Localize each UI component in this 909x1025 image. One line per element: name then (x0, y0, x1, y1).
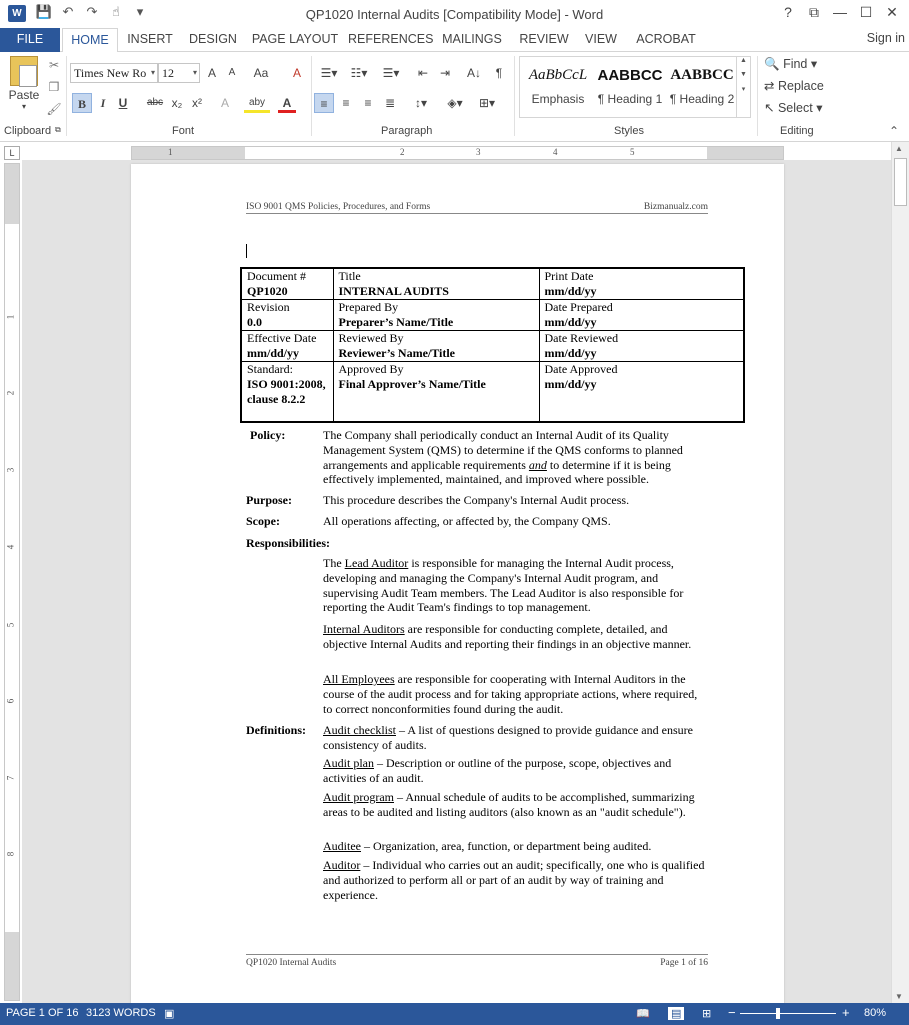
paragraph-group-label: Paragraph (381, 125, 433, 137)
borders-icon[interactable]: ⊞▾ (478, 96, 496, 110)
table-row (241, 268, 744, 300)
def-text: – Organization, area, function, or department being audited. (361, 839, 652, 853)
cell-value: mm/dd/yy (544, 315, 597, 329)
cell-value: mm/dd/yy (544, 377, 597, 391)
group-separator (514, 56, 515, 136)
def-term: Auditee (323, 839, 361, 853)
font-color-button[interactable]: A (278, 93, 296, 113)
page-count-status[interactable]: PAGE 1 OF 16 (6, 1007, 79, 1019)
tab-references[interactable]: REFERENCES (348, 32, 434, 46)
policy-text-b: to determine if it is being effectively implemented, maintained, and improved where possible. (323, 457, 671, 487)
document-workspace[interactable] (22, 160, 891, 1003)
ruler-number: 1 (5, 314, 16, 320)
policy-label: Policy: (250, 428, 286, 442)
title-bar (0, 0, 909, 28)
copy-icon[interactable]: ❐ (48, 80, 60, 94)
zoom-level[interactable]: 80% (864, 1007, 887, 1019)
table-cell[interactable] (539, 362, 744, 422)
ruler-number: 2 (5, 390, 16, 396)
grow-font-button[interactable]: A (207, 66, 216, 80)
resp-text: is responsible for managing the Internal Audit process, developing and managing the Company's Internal Audit program, and supervising Audit Team members. The Lead Auditor is also responsible for reporting the Audit Team's findings to top management. (323, 556, 684, 615)
cell-value: Preparer’s Name/Title (338, 315, 454, 329)
ruler-number: 4 (553, 147, 558, 157)
document-info-table (240, 267, 745, 423)
superscript-button[interactable]: x² (192, 96, 202, 110)
find-label: Find (783, 57, 808, 71)
zoom-out-button[interactable]: − (728, 1005, 736, 1020)
bold-button[interactable]: B (72, 93, 92, 113)
align-right-icon[interactable]: ≡ (364, 96, 372, 110)
cell-label: Document # (247, 269, 306, 283)
footer-left-text: QP1020 Internal Audits (246, 958, 337, 968)
close-icon[interactable]: ✕ (886, 4, 898, 20)
page-footer (246, 954, 708, 968)
group-separator (311, 56, 312, 136)
group-separator (66, 56, 67, 136)
responsibility-item[interactable] (323, 556, 708, 615)
replace-icon: ⇄ (764, 79, 775, 93)
replace-button[interactable] (764, 78, 824, 93)
ruler-number: 1 (168, 147, 173, 157)
style-sample: AaBbCcL (528, 67, 588, 83)
text-cursor (246, 244, 247, 258)
style-emphasis[interactable] (522, 57, 594, 117)
header-right-text: Bizmanualz.com (643, 202, 708, 212)
styles-gallery (519, 56, 751, 118)
proofing-icon[interactable]: ▣ (164, 1008, 175, 1020)
zoom-slider[interactable] (740, 1013, 836, 1014)
paste-icon (10, 56, 38, 86)
shrink-font-button[interactable]: A (228, 67, 236, 78)
replace-label: Replace (777, 79, 824, 93)
tab-design[interactable]: DESIGN (189, 32, 237, 46)
tab-mailings[interactable]: MAILINGS (442, 32, 502, 46)
ruler-number: 6 (5, 698, 16, 704)
scroll-thumb[interactable] (894, 158, 907, 206)
numbering-icon[interactable]: ☷▾ (350, 66, 368, 80)
purpose-text[interactable]: This procedure describes the Company's Internal Audit process. (323, 493, 630, 507)
tab-view[interactable]: VIEW (585, 32, 617, 46)
resp-prefix: The (323, 556, 345, 570)
cell-label: Approved By (338, 362, 404, 376)
ruler-number: 4 (5, 544, 16, 550)
resp-term: Internal Auditors (323, 622, 405, 636)
header-left-text: ISO 9001 QMS Policies, Procedures, and Forms (246, 202, 431, 212)
cursor-icon: ↖ (764, 101, 775, 115)
cell-label: Date Approved (544, 362, 618, 376)
def-term: Audit checklist (323, 723, 396, 737)
table-cell[interactable] (241, 362, 333, 422)
line-spacing-icon[interactable]: ↕▾ (414, 96, 428, 110)
ribbon (0, 52, 909, 142)
ruler-number: 3 (5, 467, 16, 473)
cell-label: Effective Date (247, 331, 317, 345)
font-size-box[interactable] (158, 63, 200, 83)
cell-value: mm/dd/yy (544, 284, 597, 298)
cell-value: INTERNAL AUDITS (338, 284, 449, 298)
highlight-button[interactable]: aby (244, 93, 270, 113)
table-cell[interactable] (241, 331, 333, 362)
table-row (241, 331, 744, 362)
cell-value: QP1020 (247, 284, 288, 298)
style-name: Emphasis (531, 92, 585, 106)
cell-value: 0.0 (247, 315, 262, 329)
ruler-number: 3 (476, 147, 481, 157)
resp-term: Lead Auditor (344, 556, 409, 570)
sort-icon[interactable]: A↓ (466, 66, 481, 80)
responsibility-item[interactable] (323, 622, 708, 652)
ruler-top-margin (5, 164, 19, 224)
tab-file[interactable]: FILE (0, 28, 60, 52)
ribbon-tabs (0, 28, 909, 52)
clear-formatting-button[interactable]: A (292, 66, 301, 80)
chevron-down-icon[interactable]: ▾ (150, 68, 155, 77)
ruler-left-margin (132, 147, 245, 159)
cell-value: Reviewer’s Name/Title (338, 346, 456, 360)
cell-label: Standard: (247, 362, 293, 376)
cell-value: mm/dd/yy (544, 346, 597, 360)
vertical-scrollbar[interactable] (891, 142, 909, 1003)
style-heading-1[interactable] (594, 57, 666, 117)
binoculars-icon: 🔍 (764, 57, 780, 71)
tab-acrobat[interactable]: ACROBAT (636, 32, 696, 46)
decrease-indent-icon[interactable]: ⇤ (417, 66, 429, 80)
justify-icon[interactable]: ≣ (384, 96, 396, 110)
footer-right-text: Page 1 of 16 (660, 958, 708, 968)
def-text: – Individual who carries out an audit; specifically, one who is qualified and authorized to perform all or part of an audit by way of training and experience. (323, 858, 705, 902)
style-heading-2[interactable] (666, 57, 738, 117)
help-icon[interactable]: ? (784, 4, 792, 20)
policy-emphasis: and (528, 457, 547, 472)
style-name: ¶ Heading 2 (669, 92, 735, 106)
table-row (241, 362, 744, 422)
customize-qat-icon[interactable]: ▾ (136, 4, 144, 19)
print-layout-icon[interactable]: ▤ (668, 1007, 684, 1020)
definitions-label: Definitions: (246, 723, 306, 737)
ribbon-display-icon[interactable]: ⧉ (809, 4, 819, 20)
scroll-up-icon[interactable]: ▲ (895, 144, 903, 153)
multilevel-list-icon[interactable]: ☰▾ (382, 66, 400, 80)
cell-value: mm/dd/yy (247, 346, 300, 360)
cell-label: Title (338, 269, 361, 283)
scroll-down-icon[interactable]: ▼ (895, 992, 903, 1001)
select-button[interactable]: ↖ Select ▾ (764, 101, 823, 115)
document-page[interactable] (131, 164, 784, 1003)
minimize-icon[interactable]: — (833, 4, 847, 20)
save-icon[interactable]: 💾 (35, 4, 53, 19)
def-term: Audit program (323, 790, 394, 804)
cell-value: Final Approver’s Name/Title (338, 377, 486, 391)
policy-text[interactable] (323, 428, 708, 487)
ruler-bottom-margin (5, 932, 19, 1000)
def-text: – Description or outline of the purpose, scope, objectives and activities of an audit. (323, 756, 672, 785)
undo-icon[interactable]: ↶ (62, 4, 74, 19)
read-mode-icon[interactable]: 📖 (636, 1008, 650, 1020)
table-cell[interactable] (539, 331, 744, 362)
align-center-icon[interactable]: ≡ (342, 96, 350, 110)
word-app-icon[interactable]: W (8, 5, 26, 22)
scope-text[interactable]: All operations affecting, or affected by, the Company QMS. (323, 514, 611, 528)
cell-value: ISO 9001:2008, clause 8.2.2 (247, 377, 326, 406)
table-cell[interactable] (333, 362, 539, 422)
group-separator (757, 56, 758, 136)
window-controls (775, 4, 905, 21)
collapse-ribbon-icon[interactable]: ⌃ (888, 124, 899, 138)
tab-selector[interactable]: L (4, 146, 20, 160)
def-text: – Annual schedule of audits to be accomplished, summarizing areas to be audited and listing auditors (also known as an "audit schedule"). (323, 790, 695, 819)
responsibilities-label: Responsibilities: (246, 536, 331, 550)
table-cell[interactable] (539, 300, 744, 331)
font-group-label: Font (172, 125, 195, 137)
status-bar (0, 1003, 909, 1025)
change-case-button[interactable]: Aa (253, 66, 269, 80)
scope-label: Scope: (246, 514, 280, 528)
def-text: – A list of questions designed to provide guidance and ensure consistency of audits. (323, 723, 693, 752)
style-sample: AABBCC (597, 67, 663, 84)
definition-item[interactable] (323, 839, 708, 854)
def-term: Audit plan (323, 756, 374, 770)
show-marks-icon[interactable]: ¶ (495, 66, 503, 80)
ruler-number: 5 (630, 147, 635, 157)
cell-label: Date Reviewed (544, 331, 619, 345)
zoom-in-button[interactable]: + (842, 1005, 850, 1020)
table-cell[interactable] (333, 268, 539, 300)
table-cell[interactable] (333, 331, 539, 362)
align-left-icon[interactable]: ≡ (314, 93, 334, 113)
table-row (241, 300, 744, 331)
chevron-down-icon[interactable]: ▾ (192, 68, 197, 77)
cell-label: Print Date (544, 269, 594, 283)
paste-dropdown-icon[interactable]: ▾ (21, 102, 26, 111)
definition-item[interactable] (323, 790, 708, 820)
table-cell[interactable] (241, 268, 333, 300)
shading-icon[interactable]: ◈▾ (447, 96, 463, 110)
horizontal-ruler[interactable] (131, 146, 784, 160)
resp-term: All Employees (323, 672, 395, 686)
cell-label: Date Prepared (544, 300, 613, 314)
vertical-ruler[interactable] (4, 163, 20, 1001)
styles-scroll[interactable]: ▲ ▼ ▾ (736, 57, 750, 117)
responsibility-item[interactable] (323, 672, 708, 716)
editing-group-label: Editing (780, 125, 814, 137)
find-button[interactable]: 🔍 Find ▾ (764, 57, 818, 71)
clipboard-group-label: Clipboard (4, 125, 52, 137)
bullets-icon[interactable]: ☰▾ (320, 66, 338, 80)
definition-item[interactable] (323, 858, 708, 902)
paste-button[interactable] (6, 56, 42, 111)
text-effects-button[interactable]: A (220, 96, 229, 110)
cell-label: Revision (247, 300, 290, 314)
ruler-right-margin (707, 147, 783, 159)
tab-review[interactable]: REVIEW (519, 32, 569, 46)
ruler-number: 8 (5, 851, 16, 857)
paste-label: Paste (8, 88, 40, 102)
style-sample: AABBCC (670, 67, 734, 83)
strikethrough-button[interactable]: abc (146, 97, 164, 108)
tab-home[interactable]: HOME (62, 28, 118, 53)
tab-page-layout[interactable]: PAGE LAYOUT (251, 32, 339, 46)
cell-label: Reviewed By (338, 331, 404, 345)
font-name-box[interactable] (70, 63, 158, 83)
cell-label: Prepared By (338, 300, 399, 314)
tab-insert[interactable]: INSERT (127, 32, 173, 46)
table-cell[interactable] (241, 300, 333, 331)
page-header (246, 202, 708, 214)
sign-in-link[interactable]: Sign in (866, 31, 905, 45)
window-title: QP1020 Internal Audits [Compatibility Mode] - Word (305, 7, 604, 22)
table-cell[interactable] (539, 268, 744, 300)
purpose-label: Purpose: (246, 493, 292, 507)
resp-text: are responsible for cooperating with Internal Auditors in the course of the audit process and for taking appropriate actions, where required, to correct nonconformities found during the audit. (323, 672, 698, 716)
underline-button[interactable]: U (118, 96, 128, 110)
font-name-value: Times New Ro (74, 66, 147, 80)
table-cell[interactable] (333, 300, 539, 331)
font-size-value: 12 (162, 66, 174, 80)
definition-item[interactable] (323, 756, 708, 786)
italic-button[interactable]: I (100, 96, 106, 110)
def-term: Auditor (323, 858, 361, 872)
styles-group-label: Styles (614, 125, 644, 137)
policy-text-a: The Company shall periodically conduct an Internal Audit of its Quality Management System (QMS) to determine if the QMS conforms to planned arrangements and applicable requirements (323, 428, 683, 472)
format-painter-icon[interactable]: 🖌 (46, 102, 62, 116)
ruler-number: 5 (5, 622, 16, 628)
subscript-button[interactable]: x₂ (171, 96, 183, 110)
ruler-number: 7 (5, 775, 16, 781)
select-label: Select (777, 101, 813, 115)
web-layout-icon[interactable]: ⊞ (702, 1008, 712, 1020)
redo-icon[interactable]: ↷ (86, 4, 98, 19)
cut-icon[interactable]: ✂ (48, 58, 60, 72)
definition-item[interactable] (323, 723, 708, 753)
style-name: ¶ Heading 1 (597, 92, 663, 106)
ruler-number: 2 (400, 147, 405, 157)
word-count-status[interactable]: 3123 WORDS (86, 1007, 156, 1019)
clipboard-launcher-icon[interactable]: ⧉ (55, 125, 61, 134)
touch-mode-icon[interactable]: ☝ (112, 4, 120, 19)
resp-text: are responsible for conducting complete, detailed, and objective Internal Audits and reporting their findings in an objective manner. (323, 622, 692, 651)
maximize-icon[interactable]: ☐ (859, 4, 873, 20)
increase-indent-icon[interactable]: ⇥ (439, 66, 451, 80)
zoom-slider-handle[interactable] (776, 1008, 780, 1019)
